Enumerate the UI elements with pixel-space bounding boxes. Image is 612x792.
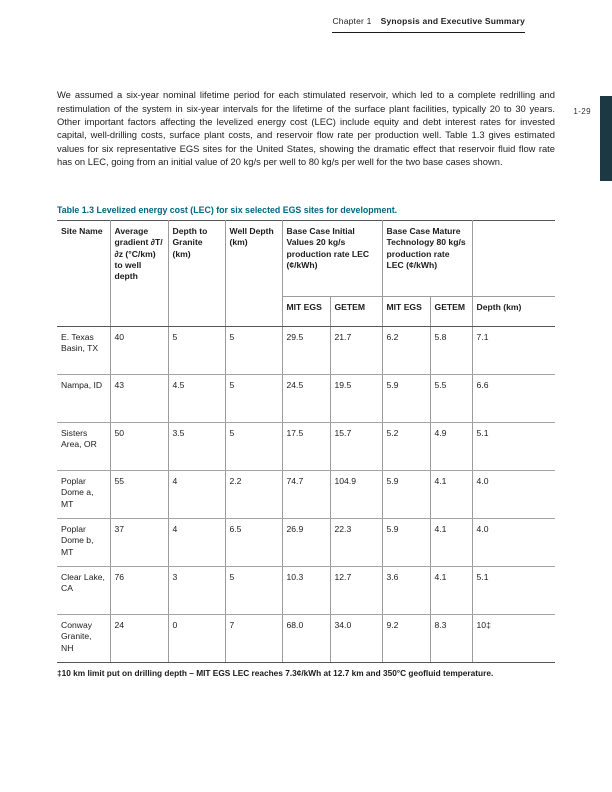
col-header-average-gradient: Average gradient ∂T/∂z (°C/km) to well depth [110,221,168,327]
chapter-side-tab [600,96,612,181]
well-depth-cell: 5 [225,327,282,375]
depth-cell: 10‡ [472,615,555,663]
initial-getem-cell: 12.7 [330,567,382,615]
site-name-cell: Sisters Area, OR [57,423,110,471]
mature-mit-egs-cell: 6.2 [382,327,430,375]
table-row [57,423,555,471]
mature-getem-cell: 5.5 [430,375,472,423]
site-name-cell: Poplar Dome a, MT [57,471,110,519]
granite-depth-cell: 4 [168,519,225,567]
well-depth-cell: 5 [225,567,282,615]
running-header [332,16,525,33]
body-paragraph: We assumed a six-year nominal lifetime period for each stimulated reservoir, which led to a complete redrilling and restimulation of the system in six-year intervals for the lifetime of the surface plant facilities, typically 20 to 30 years. Other important factors affecting the levelized energy cost (LEC) include equity and debt interest rates for invested capital, well-drilling costs, surface plant costs, and reservoir flow rate per production well. Table 1.3 gives estimated values for six representative EGS sites for the United States, showing the dramatic effect that reservoir fluid flow rate has on LEC, going from an initial value of 20 kg/s per well to 80 kg/s per well for the two base cases shown. [57,89,555,167]
chapter-label: Chapter 1 [332,16,372,26]
gradient-cell: 40 [110,327,168,375]
initial-getem-cell: 104.9 [330,471,382,519]
depth-cell: 4.0 [472,471,555,519]
initial-getem-cell: 34.0 [330,615,382,663]
gradient-cell: 55 [110,471,168,519]
initial-getem-cell: 22.3 [330,519,382,567]
mature-mit-egs-cell: 9.2 [382,615,430,663]
mature-getem-cell: 4.9 [430,423,472,471]
depth-cell: 5.1 [472,423,555,471]
col-header-site-name: Site Name [57,221,110,327]
initial-mit-egs-cell: 68.0 [282,615,330,663]
table-row [57,327,555,375]
mature-getem-cell: 5.8 [430,327,472,375]
well-depth-cell: 5 [225,423,282,471]
initial-getem-cell: 15.7 [330,423,382,471]
table-row [57,615,555,663]
col-group-spacer [472,221,555,297]
table-row [57,471,555,519]
gradient-cell: 50 [110,423,168,471]
initial-getem-cell: 21.7 [330,327,382,375]
granite-depth-cell: 4 [168,471,225,519]
gradient-cell: 76 [110,567,168,615]
col-header-depth-to-granite: Depth to Granite (km) [168,221,225,327]
depth-cell: 4.0 [472,519,555,567]
site-name-cell: Conway Granite, NH [57,615,110,663]
well-depth-cell: 5 [225,375,282,423]
initial-mit-egs-cell: 74.7 [282,471,330,519]
gradient-cell: 37 [110,519,168,567]
mature-getem-cell: 4.1 [430,471,472,519]
mature-getem-cell: 4.1 [430,567,472,615]
initial-mit-egs-cell: 24.5 [282,375,330,423]
granite-depth-cell: 5 [168,327,225,375]
table-caption: Table 1.3 Levelized energy cost (LEC) for six selected EGS sites for development. [57,205,398,215]
granite-depth-cell: 3 [168,567,225,615]
table-header-row-groups [57,221,555,297]
initial-mit-egs-cell: 17.5 [282,423,330,471]
mature-mit-egs-cell: 5.2 [382,423,430,471]
well-depth-cell: 6.5 [225,519,282,567]
mature-mit-egs-cell: 5.9 [382,471,430,519]
mature-getem-cell: 8.3 [430,615,472,663]
col-header-mit-egs-initial: MIT EGS [282,297,330,327]
well-depth-cell: 7 [225,615,282,663]
col-header-well-depth: Well Depth (km) [225,221,282,327]
table-footnote: ‡10 km limit put on drilling depth – MIT EGS LEC reaches 7.3¢/kWh at 12.7 km and 350°C geofluid temperature. [57,668,494,678]
table-row [57,375,555,423]
col-header-mit-egs-mature: MIT EGS [382,297,430,327]
col-group-base-case-mature: Base Case Mature Technology 80 kg/s production rate LEC (¢/kWh) [382,221,472,297]
initial-mit-egs-cell: 10.3 [282,567,330,615]
page-number: 1-29 [573,107,591,116]
mature-mit-egs-cell: 3.6 [382,567,430,615]
site-name-cell: Clear Lake, CA [57,567,110,615]
table-row [57,567,555,615]
site-name-cell: E. Texas Basin, TX [57,327,110,375]
site-name-cell: Nampa, ID [57,375,110,423]
depth-cell: 6.6 [472,375,555,423]
well-depth-cell: 2.2 [225,471,282,519]
granite-depth-cell: 4.5 [168,375,225,423]
col-group-base-case-initial: Base Case Initial Values 20 kg/s production rate LEC (¢/kWh) [282,221,382,297]
initial-mit-egs-cell: 26.9 [282,519,330,567]
initial-getem-cell: 19.5 [330,375,382,423]
gradient-cell: 24 [110,615,168,663]
site-name-cell: Poplar Dome b, MT [57,519,110,567]
col-header-depth: Depth (km) [472,297,555,327]
mature-getem-cell: 4.1 [430,519,472,567]
lec-table [57,220,555,663]
gradient-cell: 43 [110,375,168,423]
lec-table-wrap [57,220,555,663]
mature-mit-egs-cell: 5.9 [382,375,430,423]
depth-cell: 7.1 [472,327,555,375]
depth-cell: 5.1 [472,567,555,615]
mature-mit-egs-cell: 5.9 [382,519,430,567]
granite-depth-cell: 0 [168,615,225,663]
col-header-getem-mature: GETEM [430,297,472,327]
initial-mit-egs-cell: 29.5 [282,327,330,375]
granite-depth-cell: 3.5 [168,423,225,471]
table-row [57,519,555,567]
chapter-title: Synopsis and Executive Summary [380,16,525,26]
col-header-getem-initial: GETEM [330,297,382,327]
